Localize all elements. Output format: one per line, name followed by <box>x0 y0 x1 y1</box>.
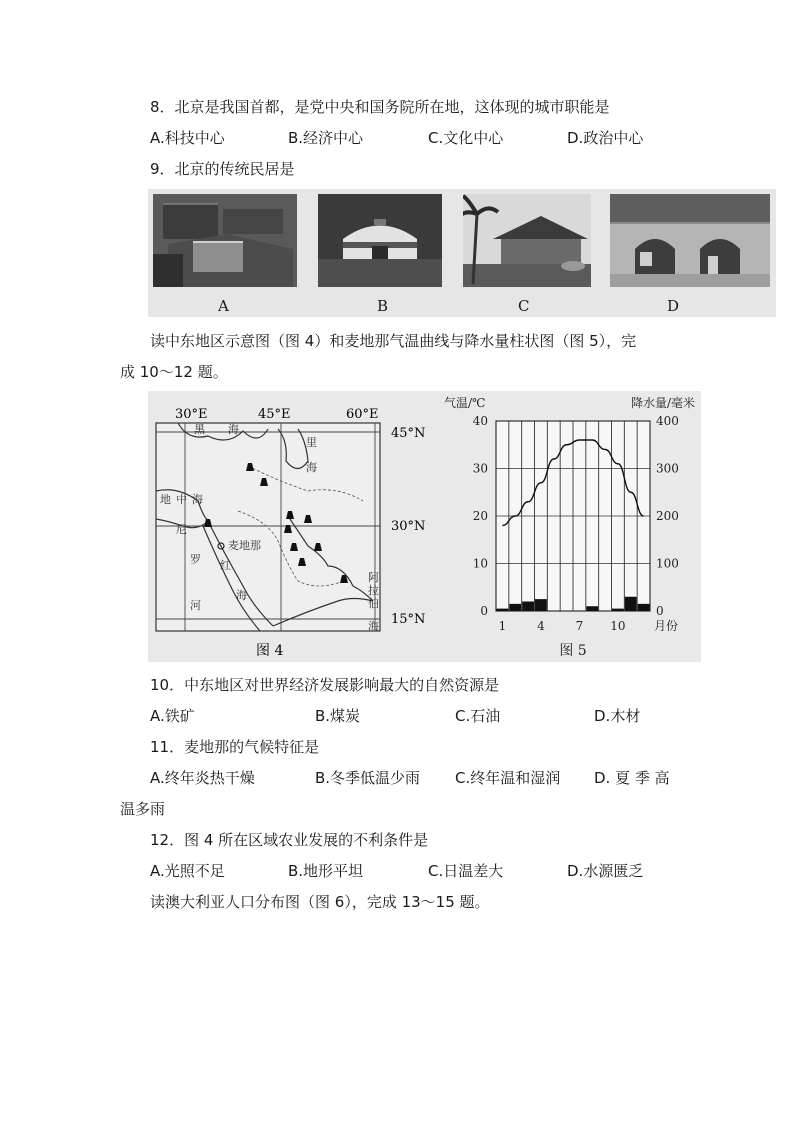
precipitation-bar <box>638 604 650 611</box>
lon-label-30e: 30°E <box>175 407 208 422</box>
q8-stem: 8．北京是我国首都，是党中央和国务院所在地，这体现的城市职能是 <box>150 98 610 116</box>
photo-label-d: D <box>667 297 680 315</box>
temperature-axis-label: 气温/℃ <box>444 396 486 410</box>
label-black-sea: 海 <box>228 423 239 436</box>
photo-label-a: A <box>218 297 229 315</box>
lat-label-30n: 30°N <box>391 519 426 534</box>
label-nile: 尼 <box>176 523 187 536</box>
precipitation-tick-label: 300 <box>656 461 679 476</box>
label-black-sea: 黑 <box>194 423 205 436</box>
photo-label-b: B <box>377 297 389 315</box>
temperature-tick-label: 40 <box>472 414 488 428</box>
label-mediterranean: 中 <box>176 493 187 506</box>
label-arabian-sea: 海 <box>368 620 379 633</box>
siheyuan-photo <box>153 194 297 287</box>
q12-option-a: A.光照不足 <box>150 862 225 880</box>
q11-option-b: B.冬季低温少雨 <box>315 769 421 787</box>
q12-option-c: C.日温差大 <box>428 862 504 880</box>
q10-option-b: B.煤炭 <box>315 707 361 725</box>
q11-option-d: D. 夏 季 高 <box>594 769 670 787</box>
temperature-tick-label: 10 <box>472 556 488 571</box>
q10-option-d: D.木材 <box>594 707 641 725</box>
label-caspian: 海 <box>306 461 317 474</box>
q10-stem: 10．中东地区对世界经济发展影响最大的自然资源是 <box>150 676 500 694</box>
temperature-tick-label: 30 <box>472 461 488 476</box>
month-tick-label: 10 <box>610 619 626 633</box>
label-nile: 河 <box>190 599 201 612</box>
q8-option-a: A.科技中心 <box>150 129 225 147</box>
q8-option-d: D.政治中心 <box>567 129 644 147</box>
cave-dwelling-photo <box>610 194 770 287</box>
precipitation-bar <box>535 599 547 611</box>
temperature-tick-label: 0 <box>480 604 488 618</box>
q9-stem: 9．北京的传统民居是 <box>150 160 295 178</box>
label-mediterranean: 海 <box>192 493 203 506</box>
label-arabian-sea: 伯 <box>368 597 379 610</box>
figure-panel <box>148 391 701 662</box>
label-nile: 罗 <box>190 553 201 566</box>
q10-option-c: C.石油 <box>455 707 501 725</box>
lon-label-60e: 60°E <box>346 407 379 422</box>
q9-photo-strip <box>148 189 776 317</box>
precipitation-tick-label: 400 <box>656 414 679 428</box>
q12-option-b: B.地形平坦 <box>288 862 364 880</box>
temperature-tick-label: 20 <box>472 509 488 523</box>
intro-10-12-line2: 成 10～12 题。 <box>120 363 228 381</box>
precipitation-bar <box>586 606 598 611</box>
label-mediterranean: 地 <box>160 493 171 506</box>
lat-label-15n: 15°N <box>391 612 426 627</box>
precipitation-axis-label: 降水量/毫米 <box>630 396 695 410</box>
q8-option-c: C.文化中心 <box>428 129 504 147</box>
precipitation-bar <box>625 597 637 611</box>
photo-label-c: C <box>518 297 530 315</box>
month-tick-label: 7 <box>575 619 584 633</box>
precipitation-tick-label: 0 <box>656 604 664 618</box>
month-tick-label: 4 <box>537 619 545 633</box>
q10-option-a: A.铁矿 <box>150 707 195 725</box>
label-red-sea: 红 <box>220 559 231 572</box>
label-red-sea: 海 <box>236 589 247 602</box>
lat-label-45n: 45°N <box>391 426 426 441</box>
fig4-caption: 图 4 <box>256 643 284 659</box>
climate-chart <box>438 391 701 662</box>
x-unit-label: 月份 <box>654 619 679 633</box>
q11-option-a: A.终年炎热干燥 <box>150 769 255 787</box>
label-medina: 麦地那 <box>228 539 261 552</box>
q11-stem: 11．麦地那的气候特征是 <box>150 738 320 756</box>
q11-option-c: C.终年温和湿润 <box>455 769 561 787</box>
lon-label-45e: 45°E <box>258 407 291 422</box>
intro-10-12-line1: 读中东地区示意图（图 4）和麦地那气温曲线与降水量柱状图（图 5），完 <box>150 332 637 350</box>
precipitation-tick-label: 100 <box>656 556 679 571</box>
q12-stem: 12．图 4 所在区域农业发展的不利条件是 <box>150 831 429 849</box>
q12-option-d: D.水源匮乏 <box>567 862 644 880</box>
label-arabian-sea: 拉 <box>368 584 379 597</box>
bamboo-house-photo <box>463 194 591 287</box>
middle-east-map <box>148 391 438 662</box>
intro-13-15: 读澳大利亚人口分布图（图 6），完成 13～15 题。 <box>150 893 490 911</box>
precipitation-tick-label: 200 <box>656 509 679 523</box>
precipitation-bar <box>509 604 521 611</box>
fig5-caption: 图 5 <box>559 643 587 659</box>
q11-option-d-continued: 温多雨 <box>120 800 166 818</box>
yurt-photo <box>318 194 442 287</box>
precipitation-bar <box>497 609 509 611</box>
label-caspian: 里 <box>306 436 317 449</box>
precipitation-bar <box>612 609 624 611</box>
precipitation-bar <box>522 602 534 612</box>
label-arabian-sea: 阿 <box>368 571 379 584</box>
month-tick-label: 1 <box>498 619 507 633</box>
q8-option-b: B.经济中心 <box>288 129 364 147</box>
